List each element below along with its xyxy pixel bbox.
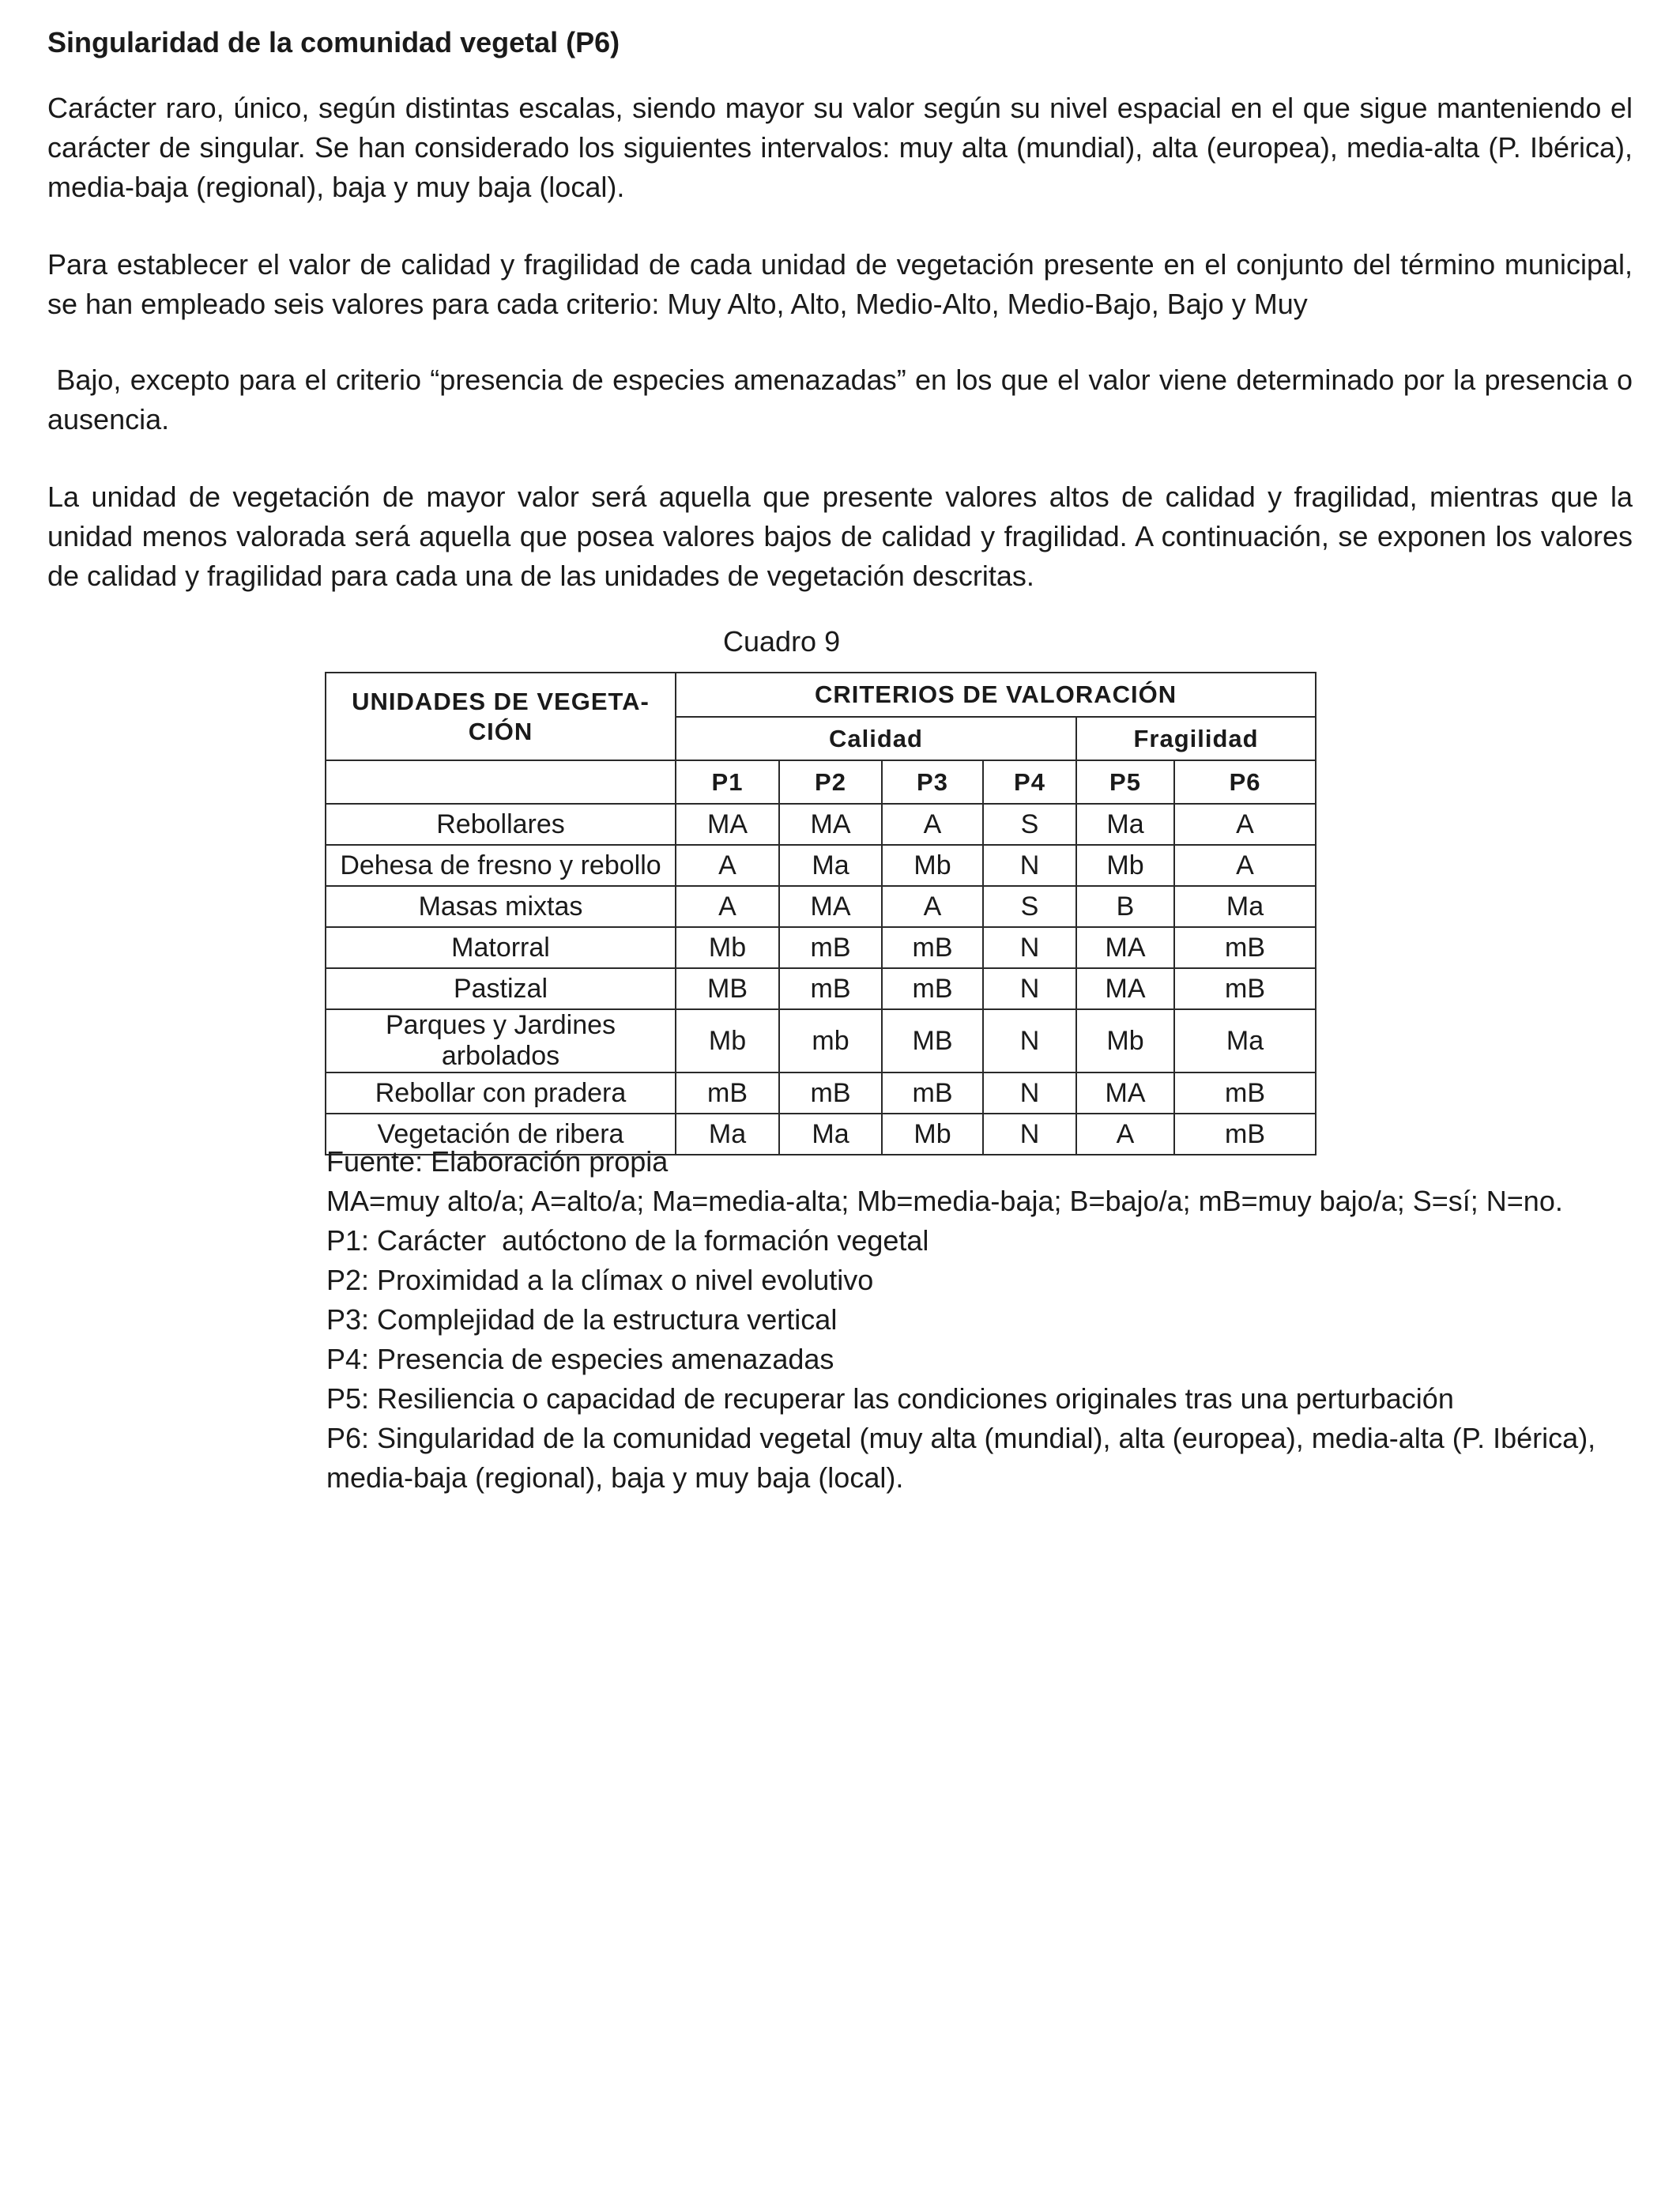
row-unit-name: Matorral <box>326 927 676 968</box>
section-heading: Singularidad de la comunidad vegetal (P6) <box>47 26 620 58</box>
p2-note: P2: Proximidad a la clímax o nivel evolutivo <box>326 1264 874 1296</box>
cell-p6: A <box>1174 845 1316 886</box>
table-row <box>326 804 1316 845</box>
paragraph-valuation: La unidad de vegetación de mayor valor será aquella que presente valores altos de calidad y fragilidad, mientras que la unidad menos valorada será aquella que posea valores bajos de calidad y fragilidad. A continuación, se exponen los valores de calidad y fragilidad para cada una de las unidades de vegetación descritas. <box>47 481 1633 592</box>
column-header-p1: P1 <box>676 760 779 804</box>
cell-p6: Ma <box>1174 886 1316 927</box>
cell-p3: Mb <box>882 1114 983 1155</box>
table-notes <box>326 1142 1622 1498</box>
cell-p2: Ma <box>779 1114 882 1155</box>
cell-p6: mB <box>1174 1072 1316 1114</box>
valuation-table <box>325 672 1317 1155</box>
cell-p2: mB <box>779 927 882 968</box>
cell-p1: MA <box>676 804 779 845</box>
cell-p2: Ma <box>779 845 882 886</box>
cell-p6: mB <box>1174 927 1316 968</box>
cell-p5: Mb <box>1076 1009 1174 1072</box>
cell-p5: Ma <box>1076 804 1174 845</box>
cell-p3: A <box>882 804 983 845</box>
cell-p5: B <box>1076 886 1174 927</box>
column-header-p4: P4 <box>983 760 1076 804</box>
criteria-header: CRITERIOS DE VALORACIÓN <box>676 673 1316 717</box>
cell-p3: MB <box>882 1009 983 1072</box>
paragraph-method: Para establecer el valor de calidad y fragilidad de cada unidad de vegetación presente en el conjunto del término municipal, se han empleado seis valores para cada criterio: Muy Alto, Alto, Medio-Alto, Medio-Bajo, Bajo y Muy <box>47 248 1633 320</box>
cell-p2: mb <box>779 1009 882 1072</box>
document-page <box>47 24 1641 634</box>
row-unit-name: Masas mixtas <box>326 886 676 927</box>
cell-p2: MA <box>779 804 882 845</box>
cell-p3: mB <box>882 1072 983 1114</box>
cell-p1: MB <box>676 968 779 1009</box>
table-caption: Cuadro 9 <box>723 625 841 658</box>
cell-p3: mB <box>882 968 983 1009</box>
p1-note: P1: Carácter autóctono de la formación vegetal <box>326 1224 929 1257</box>
paragraph-definition: Carácter raro, único, según distintas escalas, siendo mayor su valor según su nivel espacial en el que sigue manteniendo el carácter de singular. Se han considerado los siguientes intervalos: muy alta (mundial), alta (europea), media-alta (P. Ibérica), media-baja (regional), baja y muy baja (local). <box>47 92 1633 203</box>
group-calidad-header: Calidad <box>676 717 1076 760</box>
paragraph-exception: Bajo, excepto para el criterio “presencia de especies amenazadas” en los que el valor viene determinado por la presencia o ausencia. <box>47 364 1641 435</box>
source-note: Fuente: Elaboración propia <box>326 1145 669 1178</box>
p3-note: P3: Complejidad de la estructura vertical <box>326 1303 838 1336</box>
p4-note: P4: Presencia de especies amenazadas <box>326 1343 834 1375</box>
row-unit-name: Dehesa de fresno y rebollo <box>326 845 676 886</box>
cell-p3: A <box>882 886 983 927</box>
cell-p2: mB <box>779 968 882 1009</box>
cell-p1: mB <box>676 1072 779 1114</box>
cell-p5: MA <box>1076 968 1174 1009</box>
row-unit-name: Parques y Jardines arbolados <box>326 1009 676 1072</box>
cell-p4: N <box>983 1072 1076 1114</box>
unit-header-spacer <box>326 760 676 804</box>
legend-note: MA=muy alto/a; A=alto/a; Ma=media-alta; Mb=media-baja; B=bajo/a; mB=muy bajo/a; S=sí; N=no. <box>326 1185 1563 1217</box>
cell-p3: Mb <box>882 845 983 886</box>
cell-p6: mB <box>1174 1114 1316 1155</box>
table-row <box>326 886 1316 927</box>
cell-p5: MA <box>1076 1072 1174 1114</box>
cell-p5: A <box>1076 1114 1174 1155</box>
cell-p1: Mb <box>676 1009 779 1072</box>
table-row <box>326 845 1316 886</box>
cell-p4: S <box>983 804 1076 845</box>
cell-p4: N <box>983 968 1076 1009</box>
column-header-p2: P2 <box>779 760 882 804</box>
cell-p1: Ma <box>676 1114 779 1155</box>
p5-note: P5: Resiliencia o capacidad de recuperar las condiciones originales tras una perturbación <box>326 1382 1454 1415</box>
cell-p4: N <box>983 927 1076 968</box>
cell-p3: mB <box>882 927 983 968</box>
cell-p2: MA <box>779 886 882 927</box>
cell-p6: Ma <box>1174 1009 1316 1072</box>
unit-column-header: UNIDADES DE VEGETA-CIÓN <box>326 673 676 760</box>
cell-p4: N <box>983 1114 1076 1155</box>
cell-p2: mB <box>779 1072 882 1114</box>
cell-p6: mB <box>1174 968 1316 1009</box>
column-header-p3: P3 <box>882 760 983 804</box>
table-row <box>326 927 1316 968</box>
row-unit-name: Pastizal <box>326 968 676 1009</box>
column-header-p6: P6 <box>1174 760 1316 804</box>
cell-p1: A <box>676 886 779 927</box>
cell-p4: N <box>983 845 1076 886</box>
row-unit-name: Rebollares <box>326 804 676 845</box>
row-unit-name: Vegetación de ribera <box>326 1114 676 1155</box>
cell-p1: A <box>676 845 779 886</box>
cell-p4: S <box>983 886 1076 927</box>
table-row <box>326 1009 1316 1072</box>
group-fragilidad-header: Fragilidad <box>1076 717 1316 760</box>
table-row <box>326 968 1316 1009</box>
row-unit-name: Rebollar con pradera <box>326 1072 676 1114</box>
cell-p6: A <box>1174 804 1316 845</box>
cell-p4: N <box>983 1009 1076 1072</box>
p6-note: P6: Singularidad de la comunidad vegetal (muy alta (mundial), alta (europea), media-alta (P. Ibérica), media-baja (regional), baja y muy baja (local). <box>326 1422 1604 1494</box>
table-row <box>326 1072 1316 1114</box>
column-header-p5: P5 <box>1076 760 1174 804</box>
cell-p5: MA <box>1076 927 1174 968</box>
cell-p5: Mb <box>1076 845 1174 886</box>
cell-p1: Mb <box>676 927 779 968</box>
